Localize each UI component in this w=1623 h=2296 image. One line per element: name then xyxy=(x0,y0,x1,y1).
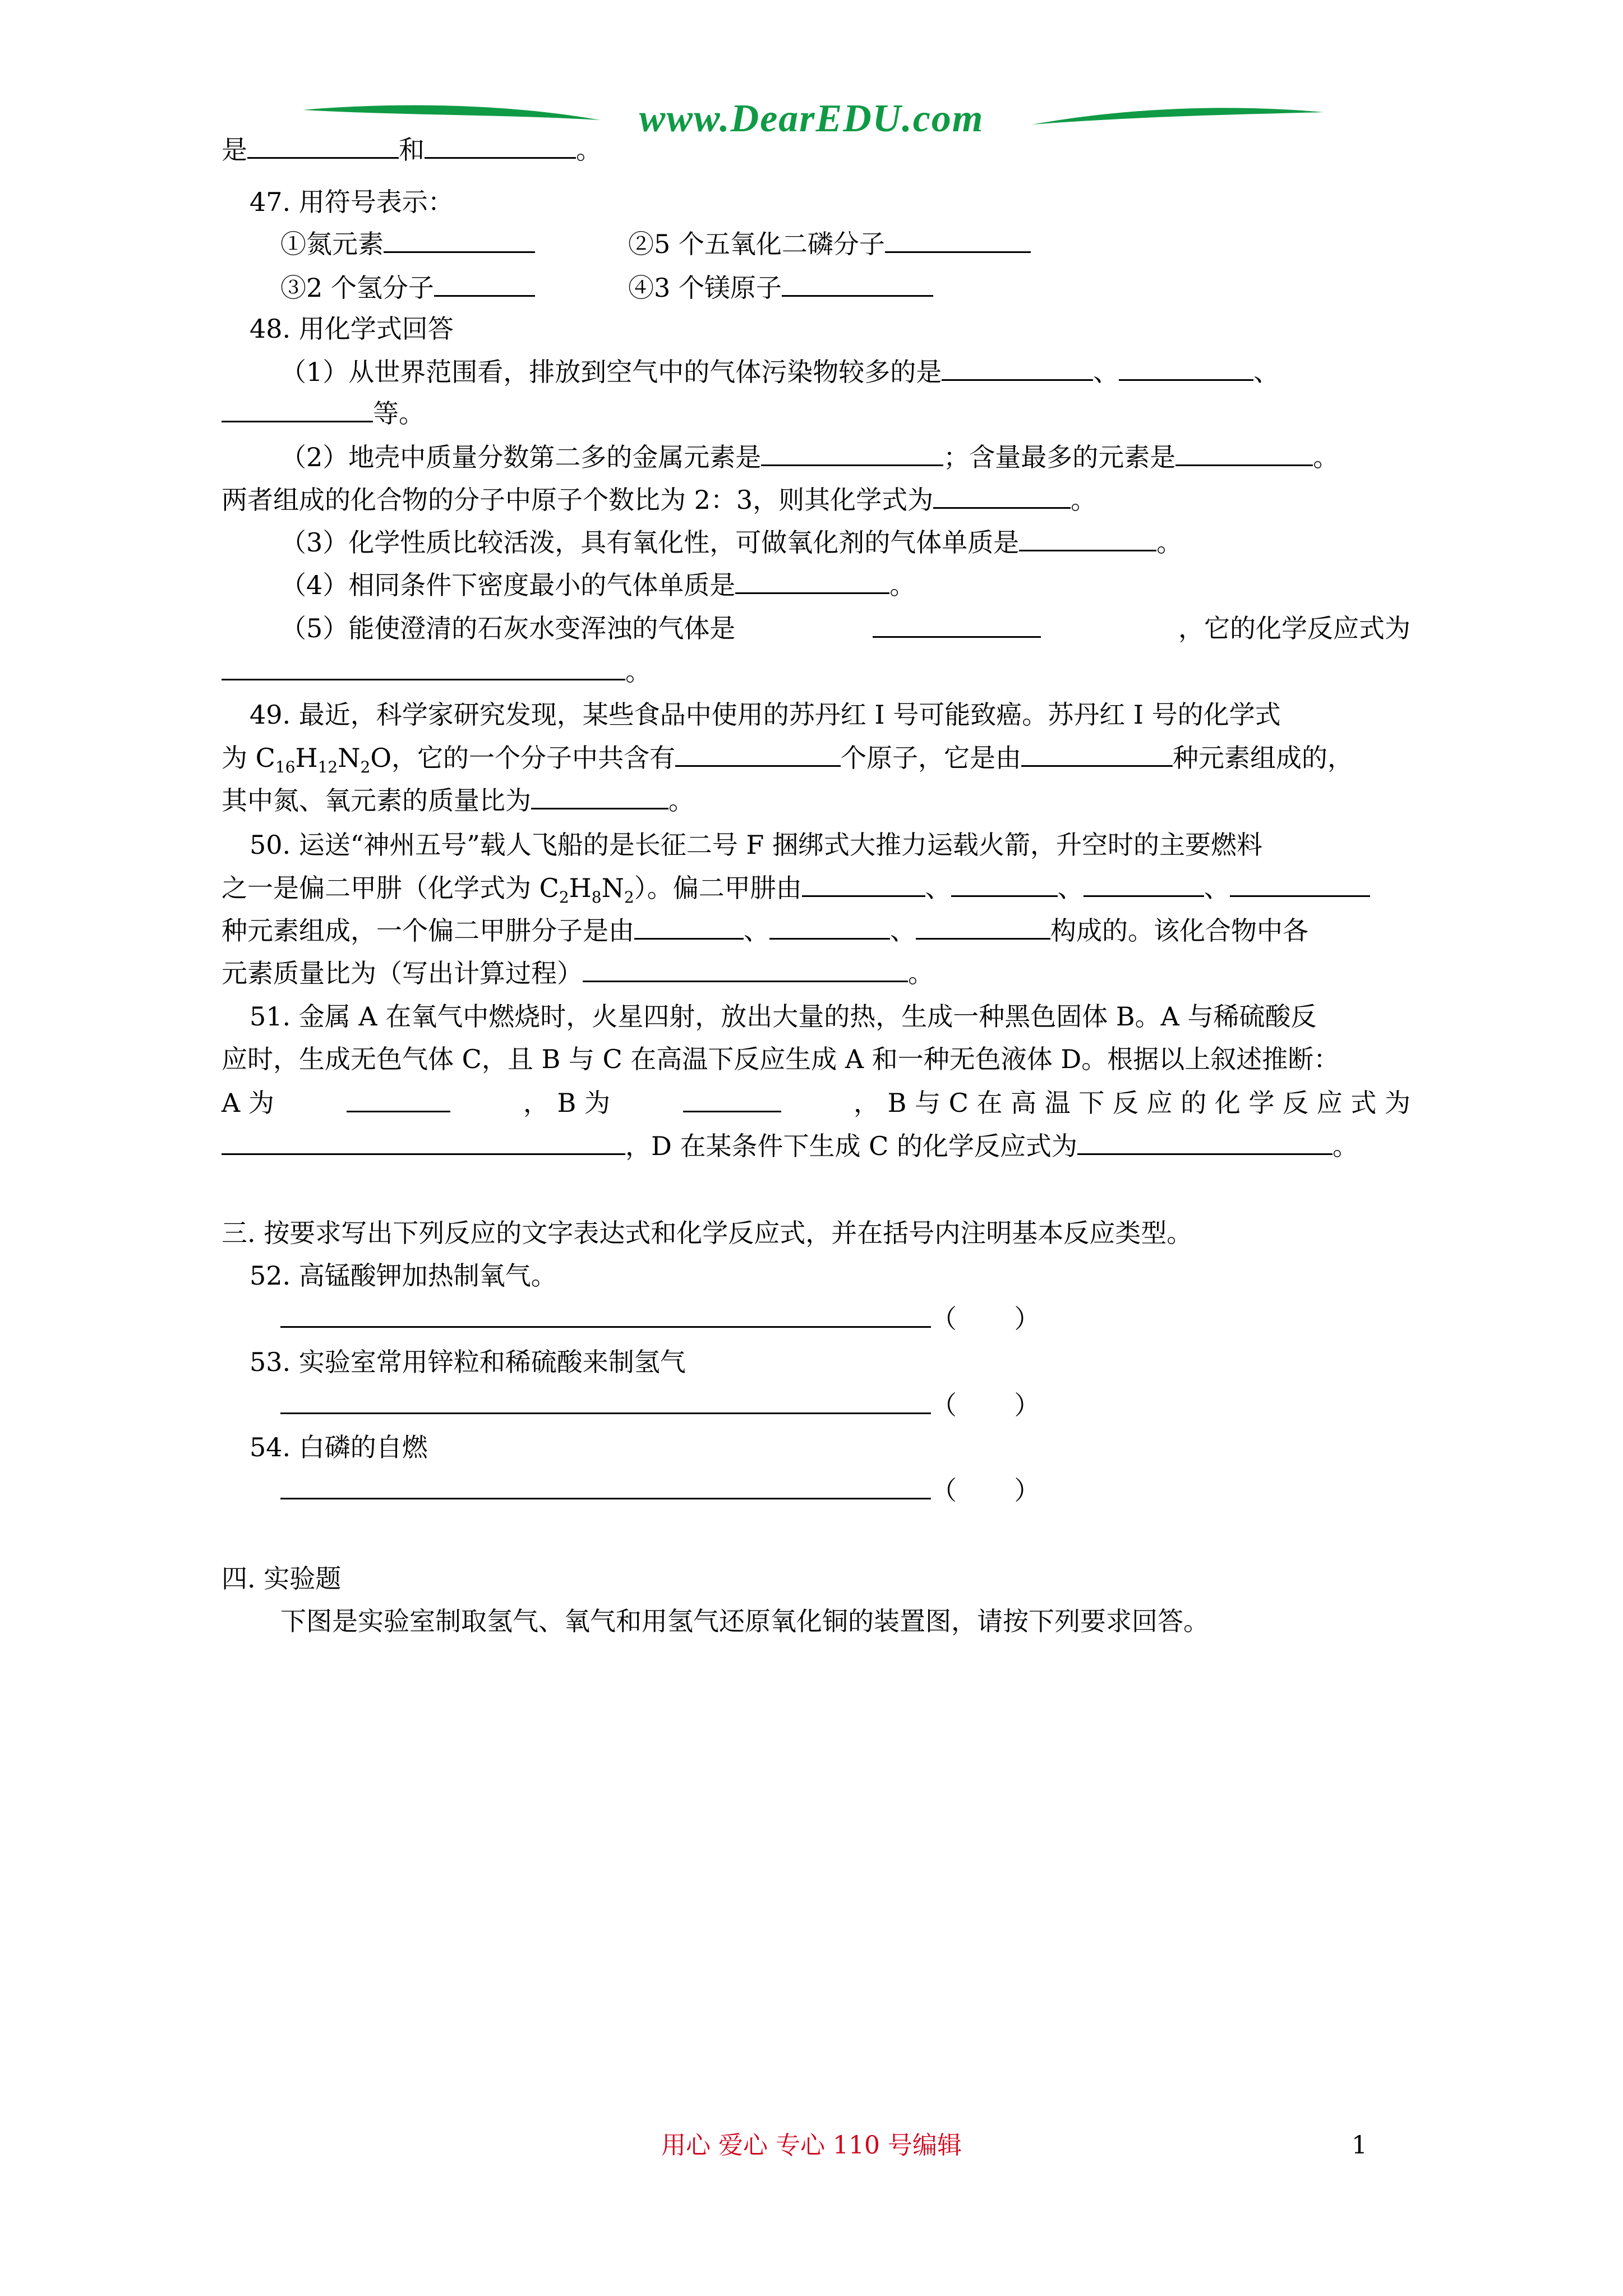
q48-part-3: （3）化学性质比较活泼，具有氧化性，可做氧化剂的气体单质是 。 xyxy=(280,525,1182,559)
section-3-title: 三. 按要求写出下列反应的文字表达式和化学反应式，并在括号内注明基本反应类型。 xyxy=(222,1218,1193,1248)
page-footer: 用心 爱心 专心 110 号编辑 xyxy=(661,2131,962,2160)
q51-line-2: 应时，生成无色气体 C，且 B 与 C 在高温下反应生成 A 和一种无色液体 D。根据以上叙述推断： xyxy=(222,1044,1340,1074)
q52-title: 52. 高锰酸钾加热制氧气。 xyxy=(250,1260,557,1291)
q53-title: 53. 实验室常用锌粒和稀硫酸来制氢气 xyxy=(250,1347,686,1377)
q48-part-2-cont: 两者组成的化合物的分子中原子个数比为 2：3，则其化学式为 。 xyxy=(222,482,1096,516)
q49-line-2: 为 $C_{16}H_{12}N_2O$，它的一个分子中共含有 个原子，它是由 种元素组成的， xyxy=(222,740,1353,774)
site-logo: www.DearEDU.com xyxy=(639,97,984,140)
q47-item-2: ②5 个五氧化二磷分子 xyxy=(628,227,1031,260)
q51-line-4: ，D 在某条件下生成 C 的化学反应式为 。 xyxy=(222,1129,1358,1162)
q49-line-3: 其中氮、氧元素的质量比为 。 xyxy=(222,783,694,817)
q48-part-5-cont: 。 xyxy=(222,654,651,688)
q48-part-1: （1）从世界范围看，排放到空气中的气体污染物较多的是 、 、 xyxy=(280,355,1279,388)
q47-item-4: ④3 个镁原子 xyxy=(628,270,933,304)
q54-answer-line: （ ） xyxy=(280,1473,1040,1507)
q47-item-3: ③2 个氢分子 xyxy=(280,270,535,304)
q50-line-2: 之一是偏二甲肼（化学式为 $C_2H_8N_2$）。偏二甲肼由 、 、 、 xyxy=(222,871,1370,904)
q47-item-1: ①氮元素 xyxy=(280,227,535,260)
q49-line-1: 49. 最近，科学家研究发现，某些食品中使用的苏丹红 I 号可能致癌。苏丹红 I 号的化学式 xyxy=(250,700,1281,730)
q50-line-3: 种元素组成，一个偏二甲肼分子是由 、 、 构成的。该化合物中各 xyxy=(222,913,1308,947)
q50-line-1: 50. 运送“神州五号”载人飞船的是长征二号 F 捆绑式大推力运载火箭，升空时的主要燃料 xyxy=(250,830,1262,860)
q48-part-5: （5）能使澄清的石灰水变浑浊的气体是 ，它的化学反应式为 xyxy=(280,611,1410,645)
q48-part-2: （2）地壳中质量分数第二多的金属元素是 ；含量最多的元素是 。 xyxy=(280,440,1339,473)
q51-line-3: A 为 ， B 为 ， B 与 C 在 高 温 下 反 应 的 化 学 反 应 式 为 xyxy=(222,1086,1410,1120)
line-0: 是 和 。 xyxy=(222,132,602,166)
q47-title: 47. 用符号表示： xyxy=(250,187,454,217)
section-4-text: 下图是实验室制取氢气、氧气和用氢气还原氧化铜的装置图，请按下列要求回答。 xyxy=(280,1606,1209,1636)
q50-line-4: 元素质量比为（写出计算过程） 。 xyxy=(222,956,934,990)
q53-answer-line: （ ） xyxy=(280,1388,1040,1421)
q51-line-1: 51. 金属 A 在氧气中燃烧时，火星四射，放出大量的热，生成一种黑色固体 B。A 与稀硫酸反 xyxy=(250,1001,1317,1032)
q48-part-1-cont: 等。 xyxy=(222,396,425,430)
page-number: 1 xyxy=(1352,2131,1367,2160)
page-header xyxy=(0,0,1623,146)
q54-title: 54. 白磷的自燃 xyxy=(250,1432,428,1462)
q48-title: 48. 用化学式回答 xyxy=(250,314,454,344)
section-4-title: 四. 实验题 xyxy=(222,1563,342,1594)
q48-part-4: （4）相同条件下密度最小的气体单质是 。 xyxy=(280,568,915,601)
q52-answer-line: （ ） xyxy=(280,1301,1040,1335)
